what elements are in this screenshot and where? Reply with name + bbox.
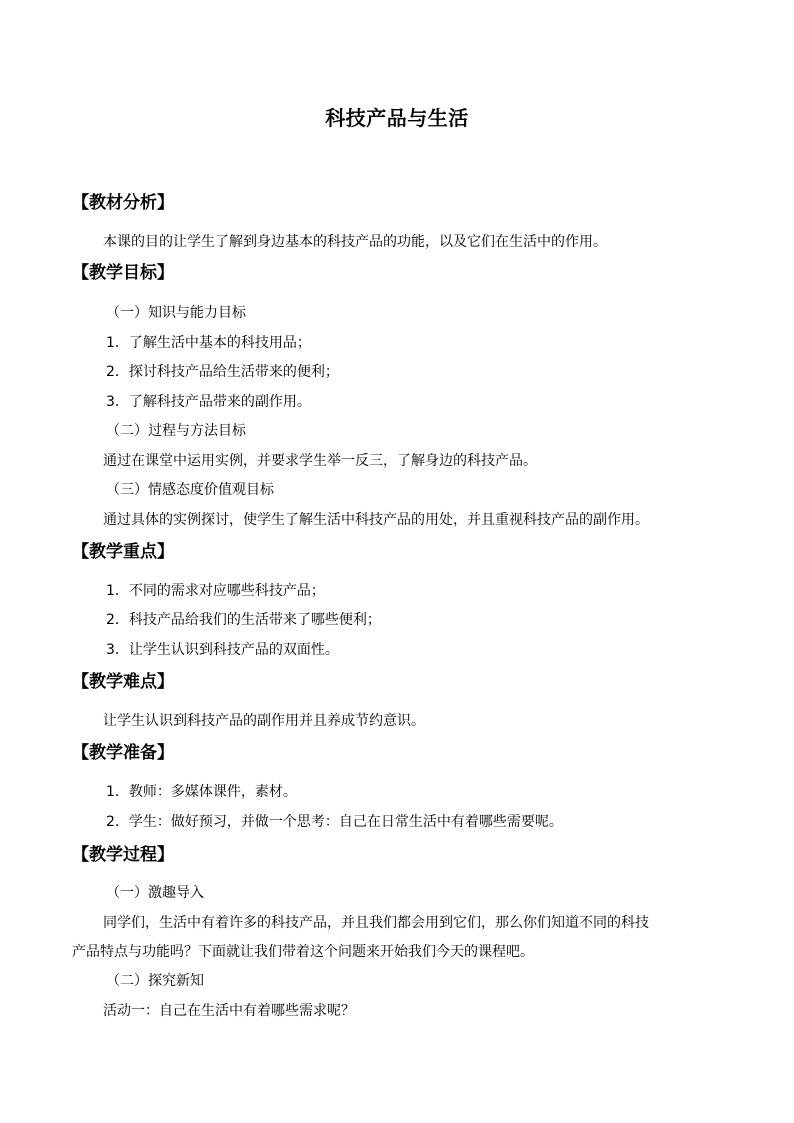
goals-sub1: （一）知识与能力目标 [106,305,246,321]
goals-item3: 3．了解科技产品带来的副作用。 [106,394,311,410]
process-para1-line2: 产品特点与功能吗？下面就让我们带着这个问题来开始我们今天的课程吧。 [72,944,534,960]
goals-sub3: （三）情感态度价值观目标 [106,482,274,498]
preparation-item1: 1．教师：多媒体课件，素材。 [106,784,297,800]
process-sub2: （二）探究新知 [106,973,204,989]
heading-goals: 【教学目标】 [72,263,174,283]
heading-key-points: 【教学重点】 [72,542,174,562]
process-activity1: 活动一：自己在生活中有着哪些需求呢？ [103,1003,355,1019]
goals-item2: 2．探讨科技产品给生活带来的便利； [106,364,339,380]
goals-item1: 1．了解生活中基本的科技用品； [106,335,311,351]
heading-difficulties: 【教学难点】 [72,672,174,692]
heading-preparation: 【教学准备】 [72,743,174,763]
goals-sub3-body: 通过具体的实例探讨，使学生了解生活中科技产品的用处，并且重视科技产品的副作用。 [103,512,649,528]
heading-process: 【教学过程】 [72,845,174,865]
goals-sub2-body: 通过在课堂中运用实例，并要求学生举一反三，了解身边的科技产品。 [103,453,537,469]
preparation-item2: 2．学生：做好预习，并做一个思考：自己在日常生活中有着哪些需要呢。 [106,814,563,830]
key-points-item1: 1．不同的需求对应哪些科技产品； [106,583,325,599]
heading-analysis: 【教材分析】 [72,193,174,213]
document-title: 科技产品与生活 [325,106,469,130]
key-points-item3: 3．让学生认识到科技产品的双面性。 [106,642,339,658]
difficulties-body: 让学生认识到科技产品的副作用并且养成节约意识。 [103,713,425,729]
analysis-body: 本课的目的让学生了解到身边基本的科技产品的功能，以及它们在生活中的作用。 [103,234,607,250]
key-points-item2: 2．科技产品给我们的生活带来了哪些便利； [106,612,381,628]
process-sub1: （一）激趣导入 [106,885,204,901]
goals-sub2: （二）过程与方法目标 [106,423,246,439]
process-para1-line1: 同学们，生活中有着许多的科技产品，并且我们都会用到它们，那么你们知道不同的科技 [103,915,649,931]
